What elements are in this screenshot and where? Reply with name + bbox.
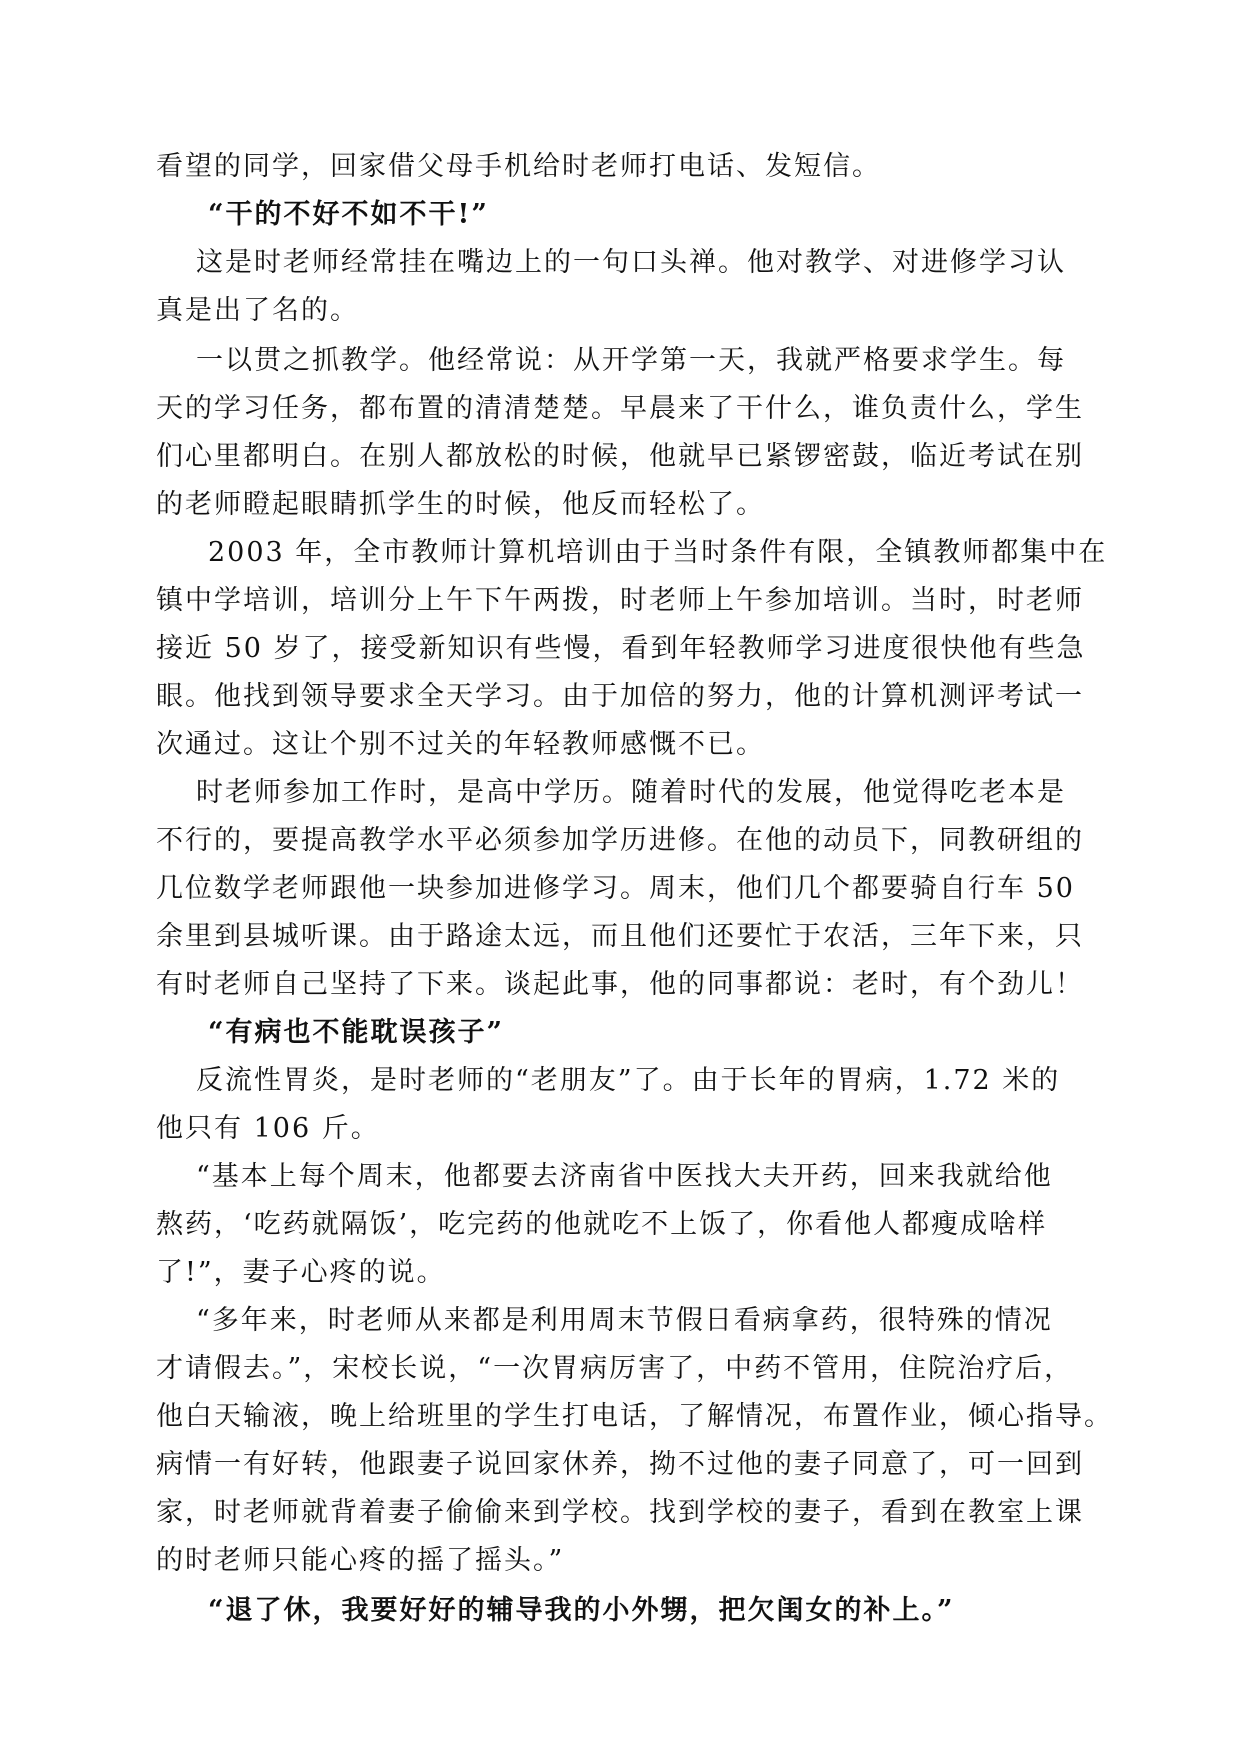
text-line: 有时老师自己坚持了下来。谈起此事，他的同事都说：老时，有个劲儿！	[156, 969, 1084, 1000]
text-line: 时老师参加工作时，是高中学历。随着时代的发展，他觉得吃老本是	[196, 777, 1066, 808]
text-line: 这是时老师经常挂在嘴边上的一句口头禅。他对教学、对进修学习认	[196, 247, 1066, 278]
text-line: 他白天输液，晚上给班里的学生打电话，了解情况，布置作业，倾心指导。	[156, 1401, 1113, 1432]
text-line: 的时老师只能心疼的摇了摇头。”	[156, 1545, 565, 1576]
section-heading: “退了休，我要好好的辅导我的小外甥，把欠闺女的补上。”	[208, 1595, 955, 1626]
text-line: 真是出了名的。	[156, 295, 359, 326]
text-line: 2003 年，全市教师计算机培训由于当时条件有限，全镇教师都集中在	[208, 537, 1108, 568]
text-line: “多年来，时老师从来都是利用周末节假日看病拿药，很特殊的情况	[196, 1305, 1053, 1336]
section-heading: “有病也不能耽误孩子”	[208, 1017, 505, 1048]
text-line: 眼。他找到领导要求全天学习。由于加倍的努力，他的计算机测评考试一	[156, 681, 1084, 712]
text-line: 反流性胃炎，是时老师的“老朋友”了。由于长年的胃病，1.72 米的	[196, 1065, 1061, 1096]
text-line: 家，时老师就背着妻子偷偷来到学校。找到学校的妻子，看到在教室上课	[156, 1497, 1084, 1528]
text-line: “基本上每个周末，他都要去济南省中医找大夫开药，回来我就给他	[196, 1161, 1053, 1192]
text-line: 余里到县城听课。由于路途太远，而且他们还要忙于农活，三年下来，只	[156, 921, 1084, 952]
text-line: 了!”，妻子心疼的说。	[156, 1257, 446, 1288]
text-line: 次通过。这让个别不过关的年轻教师感慨不已。	[156, 729, 765, 760]
text-line: 一以贯之抓教学。他经常说：从开学第一天，我就严格要求学生。每	[196, 345, 1066, 376]
text-line: 熬药，‘吃药就隔饭’，吃完药的他就吃不上饭了，你看他人都瘦成啥样	[156, 1209, 1048, 1240]
text-line: 几位数学老师跟他一块参加进修学习。周末，他们几个都要骑自行车 50	[156, 873, 1075, 904]
text-line: 病情一有好转，他跟妻子说回家休养，拗不过他的妻子同意了，可一回到	[156, 1449, 1084, 1480]
text-line: 看望的同学，回家借父母手机给时老师打电话、发短信。	[156, 151, 881, 182]
text-line: 们心里都明白。在别人都放松的时候，他就早已紧锣密鼓，临近考试在别	[156, 441, 1084, 472]
text-line: 接近 50 岁了，接受新知识有些慢，看到年轻教师学习进度很快他有些急	[156, 633, 1086, 664]
text-line: 的老师瞪起眼睛抓学生的时候，他反而轻松了。	[156, 489, 765, 520]
text-line: 才请假去。”，宋校长说，“一次胃病厉害了，中药不管用，住院治疗后，	[156, 1353, 1074, 1384]
text-line: 镇中学培训，培训分上午下午两拨，时老师上午参加培训。当时，时老师	[156, 585, 1084, 616]
section-heading: “干的不好不如不干!”	[208, 199, 489, 230]
text-line: 天的学习任务，都布置的清清楚楚。早晨来了干什么，谁负责什么，学生	[156, 393, 1084, 424]
text-line: 不行的，要提高教学水平必须参加学历进修。在他的动员下，同教研组的	[156, 825, 1084, 856]
text-line: 他只有 106 斤。	[156, 1113, 380, 1144]
